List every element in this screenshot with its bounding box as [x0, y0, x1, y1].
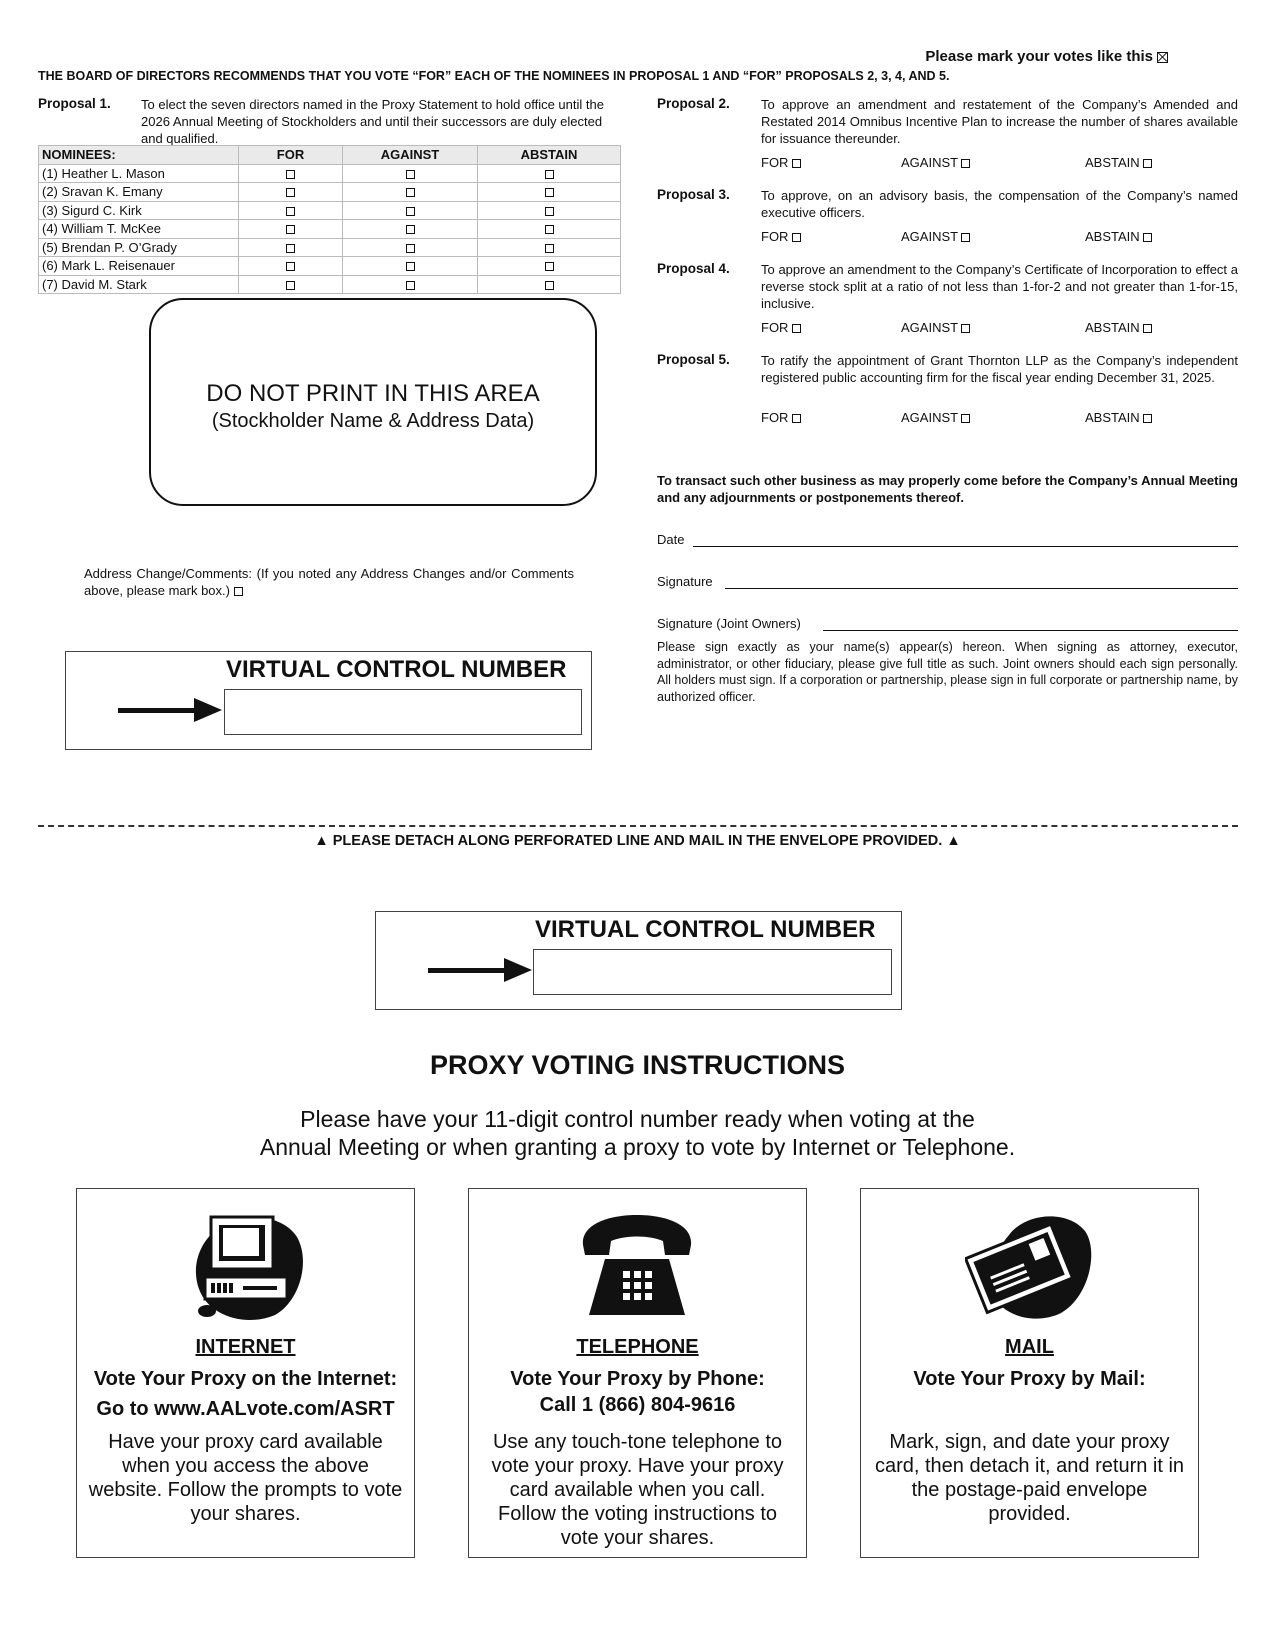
address-change-note: Address Change/Comments: (If you noted any Address Changes and/or Comments above, please mark box.): [84, 566, 574, 598]
nominee-table: [38, 145, 621, 294]
computer-icon: [187, 1207, 307, 1327]
proposal-2-abstain-option[interactable]: ABSTAIN: [1085, 155, 1152, 170]
proposal-5-for-option[interactable]: FOR: [761, 410, 801, 425]
other-business-text: To transact such other business as may properly come before the Company’s Annual Meeting and any adjournments or postponements thereof.: [657, 473, 1238, 505]
proposal-2-text: To approve an amendment and restatement of the Company’s Amended and Restated 2014 Omnibus Incentive Plan to increase the number of shares available for issuance thereunder.: [761, 97, 1238, 146]
board-recommendation: THE BOARD OF DIRECTORS RECOMMENDS THAT YOU VOTE “FOR” EACH OF THE NOMINEES IN PROPOSAL 1 AND “FOR” PROPOSALS 2, 3, 4, AND 5.: [38, 69, 950, 83]
for-checkbox[interactable]: [286, 188, 295, 197]
virtual-control-number-title: VIRTUAL CONTROL NUMBER: [535, 916, 876, 943]
against-checkbox[interactable]: [406, 170, 415, 179]
abstain-checkbox[interactable]: [545, 262, 554, 271]
against-checkbox[interactable]: [406, 225, 415, 234]
signing-instructions: Please sign exactly as your name(s) appear(s) hereon. When signing as attorney, executor, administrator, or other fiduciary, please give full title as such. Joint owners should each sign personally. All holders must sign. If a corporation or partnership, please sign in full corporate or partnership name, by authorized officer.: [657, 640, 1238, 704]
against-checkbox[interactable]: [406, 244, 415, 253]
arrow-head-icon: [194, 698, 222, 722]
virtual-control-number-box: [375, 911, 902, 1010]
proposal-2-for-option[interactable]: FOR: [761, 155, 801, 170]
mail-voting-panel: [860, 1188, 1199, 1558]
proposal-4-against-option[interactable]: AGAINST: [901, 320, 970, 335]
table-row: [39, 164, 621, 183]
proposal-2-against-option[interactable]: AGAINST: [901, 155, 970, 170]
up-triangle-icon: ▲: [314, 833, 329, 849]
for-checkbox[interactable]: [792, 159, 801, 168]
proposal-4-abstain-option[interactable]: ABSTAIN: [1085, 320, 1152, 335]
nominee-name: (2) Sravan K. Emany: [39, 183, 239, 202]
signature-field[interactable]: [725, 588, 1238, 589]
against-checkbox[interactable]: [406, 281, 415, 290]
abstain-checkbox[interactable]: [545, 188, 554, 197]
arrow-head-icon: [504, 958, 532, 982]
date-label: Date: [657, 532, 685, 547]
abstain-checkbox[interactable]: [545, 244, 554, 253]
telephone-subheading: Vote Your Proxy by Phone: Call 1 (866) 804-9616: [469, 1366, 806, 1418]
do-not-print-title: DO NOT PRINT IN THIS AREA: [206, 380, 540, 407]
perforated-line: [38, 825, 1238, 827]
for-checkbox[interactable]: [286, 262, 295, 271]
telephone-body: Use any touch-tone telephone to vote your proxy. Have your proxy card available when you call. Follow the voting instructions to vote your shares.: [491, 1431, 784, 1549]
envelope-icon: [965, 1207, 1095, 1327]
against-checkbox[interactable]: [961, 233, 970, 242]
address-change-checkbox[interactable]: [234, 587, 243, 596]
proposal-4-label: Proposal 4.: [657, 261, 730, 276]
against-checkbox[interactable]: [406, 262, 415, 271]
column-header-against: AGAINST: [343, 146, 478, 165]
telephone-icon: [577, 1207, 697, 1327]
date-field[interactable]: [693, 546, 1238, 547]
proposal-3-for-option[interactable]: FOR: [761, 229, 801, 244]
proposal-5-against-option[interactable]: AGAINST: [901, 410, 970, 425]
joint-signature-field[interactable]: [823, 630, 1238, 631]
for-checkbox[interactable]: [286, 281, 295, 290]
proposal-1-text: To elect the seven directors named in the Proxy Statement to hold office until the 2026 Annual Meeting of Stockholders and until their successors are duly elected and qualified.: [141, 97, 604, 146]
table-row: [39, 183, 621, 202]
internet-body: Have your proxy card available when you access the above website. Follow the prompts to vote your shares.: [88, 1431, 403, 1525]
table-row: [39, 201, 621, 220]
do-not-print-subtitle: (Stockholder Name & Address Data): [211, 410, 535, 432]
mail-body: Mark, sign, and date your proxy card, then detach it, and return it in the postage-paid envelope provided.: [874, 1431, 1185, 1525]
virtual-control-number-field[interactable]: [224, 689, 582, 735]
proposal-3-abstain-option[interactable]: ABSTAIN: [1085, 229, 1152, 244]
nominee-name: (4) William T. McKee: [39, 220, 239, 239]
table-row: [39, 238, 621, 257]
for-checkbox[interactable]: [286, 207, 295, 216]
table-row: [39, 257, 621, 276]
against-checkbox[interactable]: [406, 207, 415, 216]
column-header-abstain: ABSTAIN: [478, 146, 621, 165]
detach-instructions: ▲ PLEASE DETACH ALONG PERFORATED LINE AND MAIL IN THE ENVELOPE PROVIDED. ▲: [314, 833, 961, 849]
proposal-5-text: To ratify the appointment of Grant Thornton LLP as the Company’s independent registered public accounting firm for the fiscal year ending December 31, 2025.: [761, 353, 1238, 385]
nominee-name: (3) Sigurd C. Kirk: [39, 201, 239, 220]
proposal-2-label: Proposal 2.: [657, 96, 730, 111]
joint-signature-label: Signature (Joint Owners): [657, 616, 801, 631]
proposal-3-label: Proposal 3.: [657, 187, 730, 202]
instructions-line-2: Annual Meeting or when granting a proxy to vote by Internet or Telephone.: [259, 1134, 1016, 1160]
arrow-right-icon: [118, 708, 198, 713]
column-header-for: FOR: [239, 146, 343, 165]
abstain-checkbox[interactable]: [1143, 159, 1152, 168]
telephone-voting-panel: [468, 1188, 807, 1558]
nominee-name: (5) Brendan P. O’Grady: [39, 238, 239, 257]
telephone-heading: TELEPHONE: [576, 1336, 699, 1358]
abstain-checkbox[interactable]: [545, 207, 554, 216]
for-checkbox[interactable]: [286, 244, 295, 253]
nominee-table-header: [39, 146, 621, 165]
proposal-5-label: Proposal 5.: [657, 352, 730, 367]
instructions-line-1: Please have your 11-digit control number ready when voting at the: [300, 1106, 975, 1132]
internet-url-link[interactable]: Go to www.AALvote.com/ASRT: [96, 1398, 395, 1420]
stockholder-address-area: [149, 298, 597, 506]
proposal-3-text: To approve, on an advisory basis, the compensation of the Company’s named executive officers.: [761, 188, 1238, 220]
arrow-right-icon: [428, 968, 508, 973]
against-checkbox[interactable]: [961, 159, 970, 168]
for-checkbox[interactable]: [792, 414, 801, 423]
abstain-checkbox[interactable]: [545, 170, 554, 179]
table-row: [39, 220, 621, 239]
abstain-checkbox[interactable]: [1143, 233, 1152, 242]
up-triangle-icon: ▲: [946, 833, 961, 849]
telephone-number-link[interactable]: Call 1 (866) 804-9616: [539, 1394, 736, 1416]
abstain-checkbox[interactable]: [545, 225, 554, 234]
for-checkbox[interactable]: [286, 170, 295, 179]
abstain-checkbox[interactable]: [545, 281, 554, 290]
mail-heading: MAIL: [1005, 1336, 1054, 1358]
internet-subheading: Vote Your Proxy on the Internet: Go to www.AALvote.com/ASRT: [77, 1366, 414, 1422]
signature-label: Signature: [657, 574, 713, 589]
proposal-4-for-option[interactable]: FOR: [761, 320, 801, 335]
nominee-name: (7) David M. Stark: [39, 275, 239, 294]
virtual-control-number-box: [65, 651, 592, 750]
virtual-control-number-title: VIRTUAL CONTROL NUMBER: [226, 656, 567, 683]
internet-heading: INTERNET: [195, 1336, 296, 1358]
for-checkbox[interactable]: [286, 225, 295, 234]
proposal-5-abstain-option[interactable]: ABSTAIN: [1085, 410, 1152, 425]
abstain-checkbox[interactable]: [1143, 324, 1152, 333]
nominee-name: (6) Mark L. Reisenauer: [39, 257, 239, 276]
mark-votes-hint: Please mark your votes like this: [925, 48, 1168, 65]
against-checkbox[interactable]: [406, 188, 415, 197]
marked-checkbox-example-icon: [1157, 52, 1168, 63]
proposal-3-against-option[interactable]: AGAINST: [901, 229, 970, 244]
against-checkbox[interactable]: [961, 324, 970, 333]
proposal-1-label: Proposal 1.: [38, 96, 111, 111]
nominee-name: (1) Heather L. Mason: [39, 164, 239, 183]
column-header-nominees: NOMINEES:: [39, 146, 239, 165]
mail-subheading: Vote Your Proxy by Mail:: [913, 1368, 1146, 1390]
abstain-checkbox[interactable]: [1143, 414, 1152, 423]
virtual-control-number-field[interactable]: [533, 949, 892, 995]
for-checkbox[interactable]: [792, 233, 801, 242]
proposal-4-text: To approve an amendment to the Company’s Certificate of Incorporation to effect a reverse stock split at a ratio of not less than 1-for-2 and not greater than 1-for-15, inclusive.: [761, 262, 1238, 311]
against-checkbox[interactable]: [961, 414, 970, 423]
proxy-voting-instructions-title: PROXY VOTING INSTRUCTIONS: [429, 1050, 846, 1080]
table-row: [39, 275, 621, 294]
internet-voting-panel: [76, 1188, 415, 1558]
for-checkbox[interactable]: [792, 324, 801, 333]
